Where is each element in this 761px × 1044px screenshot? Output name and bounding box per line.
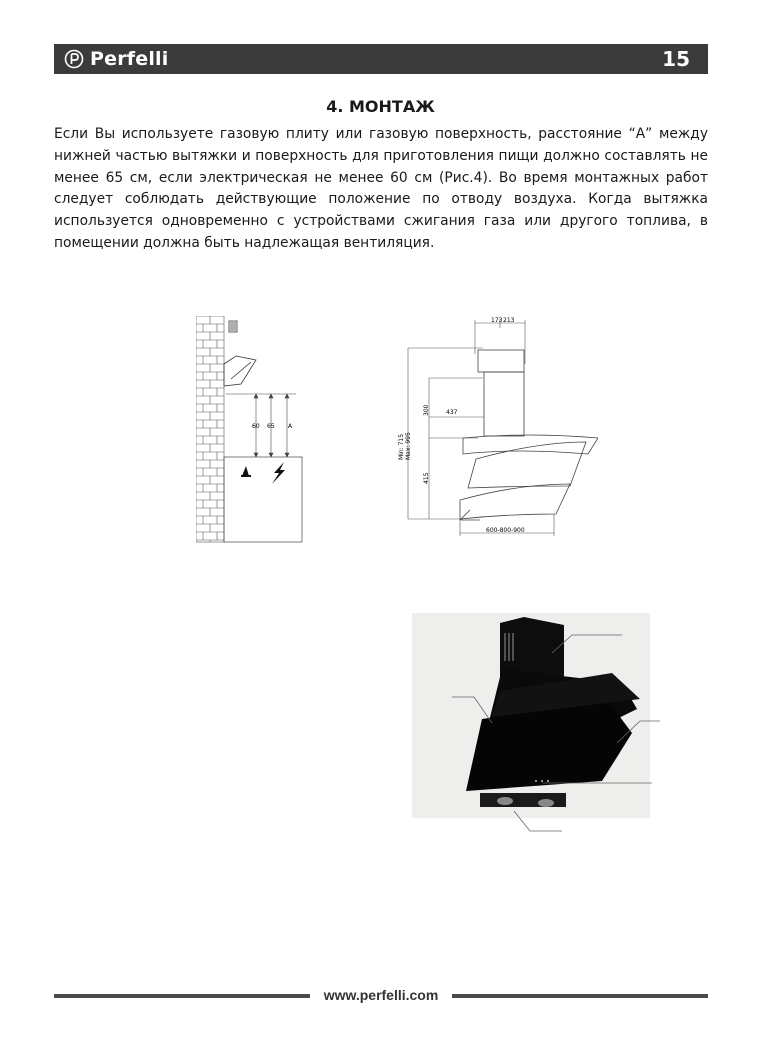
dim-width: 600-800-900 — [486, 527, 525, 534]
footer-rule-right — [452, 994, 708, 998]
dim-body-height: 415 — [423, 472, 430, 484]
section-title: 4. МОНТАЖ — [326, 97, 435, 116]
lightning-icon — [272, 462, 285, 484]
dim-chimney-offset: 437 — [446, 409, 458, 416]
hood-side-view — [224, 356, 256, 386]
header-bar — [54, 44, 708, 74]
dim-min: Min: 715 — [398, 433, 405, 460]
dim-max: Max: 995 — [405, 432, 412, 460]
brand — [64, 46, 168, 72]
gas-flame-icon — [241, 466, 251, 477]
brick-wall — [196, 316, 224, 542]
section-paragraph: Если Вы используете газовую плиту или газовую поверхность, расстояние “А” между нижней частью вытяжки и поверхность для приготовления пищи должно составлять не менее 65 см, если электрическая не менее 60 см (Рис.4). Во время монтажных работ следует соблюдать действующие положение по отводу воздуха. Когда вытяжка используется одновременно с устройствами сжигания газа или другого топлива, в помещении должна быть надлежащая вентиляция. — [54, 126, 708, 251]
dim-a: A — [288, 423, 293, 430]
footer-rule-left — [54, 994, 310, 998]
installation-diagram — [196, 316, 306, 544]
dim-top-right: 213 — [503, 317, 515, 324]
dim-top-left: 173 — [491, 317, 503, 324]
photo-callout-lines — [412, 613, 662, 843]
dimensions-diagram — [388, 314, 598, 544]
cooker-cabinet — [224, 457, 302, 542]
brand-name: Perfelli — [90, 48, 169, 70]
perfelli-logo-icon — [64, 49, 84, 69]
page-number: 15 — [662, 47, 690, 71]
dim-chimney-height: 300 — [423, 404, 430, 416]
vent-grille-icon — [229, 321, 237, 332]
hood-front-view — [460, 350, 598, 520]
dim-gas: 65 — [267, 423, 275, 430]
dim-electric: 60 — [252, 423, 260, 430]
footer-url[interactable]: www.perfelli.com — [323, 987, 439, 1003]
